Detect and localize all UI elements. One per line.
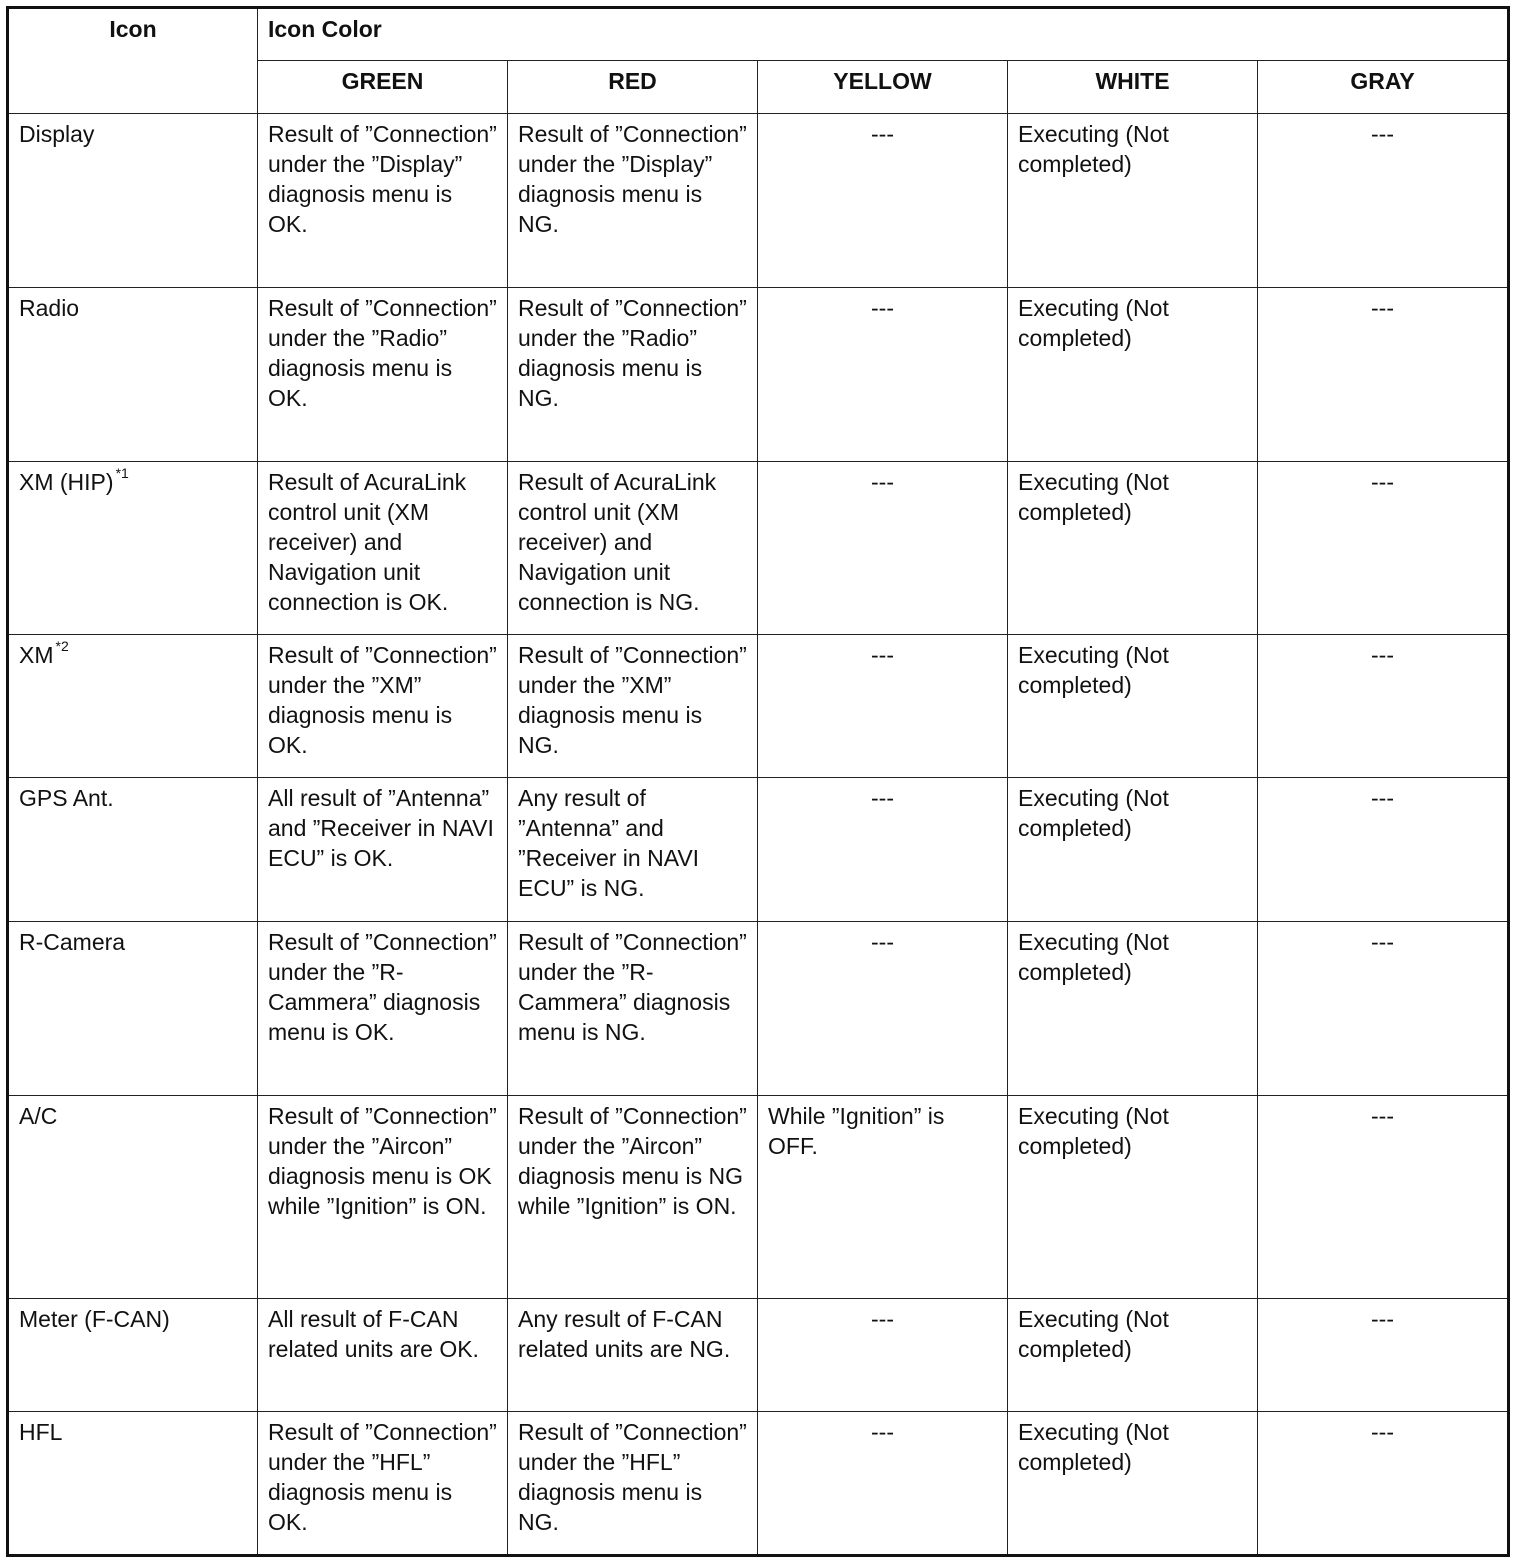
icon-cell: XM $^{*2}$ [8,635,258,778]
red-cell: Any result of F-CAN related units are NG. [508,1299,758,1412]
yellow-cell: --- [758,778,1008,922]
table-row [8,778,1509,922]
gray-cell: --- [1258,462,1509,635]
table-row [8,635,1509,778]
white-cell: Executing (Not completed) [1008,1299,1258,1412]
icon-cell: R-Camera [8,922,258,1096]
gray-cell: --- [1258,1299,1509,1412]
red-cell: Result of ”Connection” under the ”Radio” diagnosis menu is NG. [508,288,758,462]
green-cell: Result of ”Connection” under the ”R-Cammera” diagnosis menu is OK. [258,922,508,1096]
green-cell: Result of ”Connection” under the ”HFL” diagnosis menu is OK. [258,1412,508,1556]
white-cell: Executing (Not completed) [1008,778,1258,922]
icon-cell: Meter (F-CAN) [8,1299,258,1412]
yellow-cell: --- [758,922,1008,1096]
icon-color-table [6,6,1510,1557]
header-green: GREEN [258,61,508,114]
icon-cell: A/C [8,1096,258,1299]
table-row [8,1412,1509,1556]
gray-cell: --- [1258,1412,1509,1556]
header-icon-color: Icon Color [258,8,1509,61]
icon-cell: Display [8,114,258,288]
header-yellow: YELLOW [758,61,1008,114]
red-cell: Result of ”Connection” under the ”HFL” diagnosis menu is NG. [508,1412,758,1556]
green-cell: All result of ”Antenna” and ”Receiver in NAVI ECU” is OK. [258,778,508,922]
yellow-cell: --- [758,1299,1008,1412]
table-row [8,114,1509,288]
yellow-cell: --- [758,288,1008,462]
yellow-cell: While ”Ignition” is OFF. [758,1096,1008,1299]
gray-cell: --- [1258,635,1509,778]
white-cell: Executing (Not completed) [1008,462,1258,635]
table-row [8,462,1509,635]
red-cell: Result of AcuraLink control unit (XM receiver) and Navigation unit connection is NG. [508,462,758,635]
red-cell: Result of ”Connection” under the ”XM” diagnosis menu is NG. [508,635,758,778]
yellow-cell: --- [758,635,1008,778]
gray-cell: --- [1258,922,1509,1096]
icon-cell: Radio [8,288,258,462]
red-cell: Result of ”Connection” under the ”Aircon” diagnosis menu is NG while ”Ignition” is ON. [508,1096,758,1299]
white-cell: Executing (Not completed) [1008,922,1258,1096]
gray-cell: --- [1258,1096,1509,1299]
icon-cell: HFL [8,1412,258,1556]
header-red: RED [508,61,758,114]
green-cell: Result of ”Connection” under the ”Display” diagnosis menu is OK. [258,114,508,288]
white-cell: Executing (Not completed) [1008,635,1258,778]
white-cell: Executing (Not completed) [1008,1412,1258,1556]
table-row [8,922,1509,1096]
yellow-cell: --- [758,114,1008,288]
gray-cell: --- [1258,778,1509,922]
gray-cell: --- [1258,288,1509,462]
white-cell: Executing (Not completed) [1008,1096,1258,1299]
red-cell: Result of ”Connection” under the ”R-Cammera” diagnosis menu is NG. [508,922,758,1096]
gray-cell: --- [1258,114,1509,288]
green-cell: All result of F-CAN related units are OK. [258,1299,508,1412]
header-gray: GRAY [1258,61,1509,114]
icon-cell: GPS Ant. [8,778,258,922]
green-cell: Result of ”Connection” under the ”XM” diagnosis menu is OK. [258,635,508,778]
red-cell: Any result of ”Antenna” and ”Receiver in NAVI ECU” is NG. [508,778,758,922]
yellow-cell: --- [758,1412,1008,1556]
white-cell: Executing (Not completed) [1008,114,1258,288]
yellow-cell: --- [758,462,1008,635]
table-row [8,1299,1509,1412]
header-white: WHITE [1008,61,1258,114]
icon-cell: XM (HIP) $^{*1}$ [8,462,258,635]
table-row [8,288,1509,462]
table-row [8,1096,1509,1299]
header-icon: Icon [8,8,258,114]
green-cell: Result of ”Connection” under the ”Aircon” diagnosis menu is OK while ”Ignition” is ON. [258,1096,508,1299]
red-cell: Result of ”Connection” under the ”Display” diagnosis menu is NG. [508,114,758,288]
white-cell: Executing (Not completed) [1008,288,1258,462]
green-cell: Result of AcuraLink control unit (XM receiver) and Navigation unit connection is OK. [258,462,508,635]
green-cell: Result of ”Connection” under the ”Radio” diagnosis menu is OK. [258,288,508,462]
